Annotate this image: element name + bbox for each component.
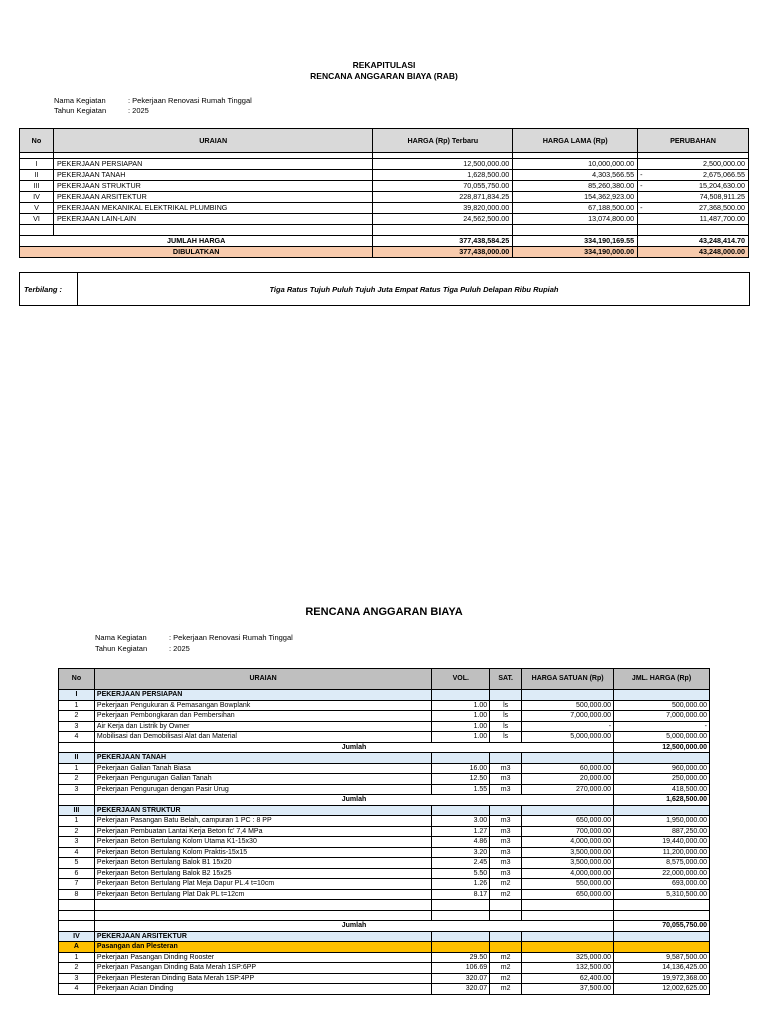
item-sat: m3 bbox=[490, 868, 522, 879]
section-empty-cell bbox=[432, 805, 490, 816]
item-row bbox=[59, 826, 710, 837]
empty-cell bbox=[522, 910, 614, 921]
item-harga-satuan: 650,000.00 bbox=[522, 889, 614, 900]
item-row bbox=[59, 847, 710, 858]
rab-tahun-kegiatan-value: : 2025 bbox=[169, 644, 190, 653]
item-harga-satuan: - bbox=[522, 721, 614, 732]
rekap-dibulatkan-row bbox=[20, 247, 749, 258]
rekap-row bbox=[20, 170, 749, 181]
section-empty-cell bbox=[432, 690, 490, 701]
jumlah-row bbox=[59, 742, 710, 753]
section-title: PEKERJAAN ARSITEKTUR bbox=[94, 931, 431, 942]
item-no: 6 bbox=[59, 868, 95, 879]
col-header-harga-lama: HARGA LAMA (Rp) bbox=[513, 129, 638, 153]
item-no: 2 bbox=[59, 711, 95, 722]
item-jml-harga: 887,250.00 bbox=[614, 826, 710, 837]
terbilang-value: Tiga Ratus Tujuh Puluh Tujuh Juta Empat Ratus Tiga Puluh Delapan Ribu Rupiah bbox=[269, 284, 559, 294]
item-no: 8 bbox=[59, 889, 95, 900]
item-row bbox=[59, 837, 710, 848]
item-vol: 2.45 bbox=[432, 858, 490, 869]
section-title: PEKERJAAN STRUKTUR bbox=[94, 805, 431, 816]
col-header-uraian: URAIAN bbox=[53, 129, 372, 153]
item-no: 3 bbox=[59, 837, 95, 848]
item-sat: ls bbox=[490, 732, 522, 743]
item-sat: m2 bbox=[490, 879, 522, 890]
rekap-perubahan-sign: - bbox=[640, 181, 643, 190]
item-harga-satuan: 132,500.00 bbox=[522, 963, 614, 974]
section-row bbox=[59, 753, 710, 764]
section-no: III bbox=[59, 805, 95, 816]
section-row bbox=[59, 931, 710, 942]
section-empty-cell bbox=[522, 753, 614, 764]
rekap-nama-kegiatan bbox=[54, 96, 252, 105]
rab-col-uraian: URAIAN bbox=[94, 669, 431, 690]
item-no: 3 bbox=[59, 721, 95, 732]
item-uraian: Air Kerja dan Listrik by Owner bbox=[94, 721, 431, 732]
item-vol: 8.17 bbox=[432, 889, 490, 900]
item-jml-harga: 500,000.00 bbox=[614, 700, 710, 711]
item-jml-harga: 418,500.00 bbox=[614, 784, 710, 795]
item-sat: m2 bbox=[490, 952, 522, 963]
section-no: IV bbox=[59, 931, 95, 942]
jumlah-empty bbox=[59, 921, 95, 932]
rab-col-vol: VOL. bbox=[432, 669, 490, 690]
item-uraian: Pekerjaan Beton Bertulang Balok B1 15x20 bbox=[94, 858, 431, 869]
empty-cell bbox=[490, 900, 522, 911]
item-jml-harga: 7,000,000.00 bbox=[614, 711, 710, 722]
item-uraian: Pekerjaan Pasangan Dinding Bata Merah 1SP:6PP bbox=[94, 963, 431, 974]
item-sat: ls bbox=[490, 700, 522, 711]
item-harga-satuan: 700,000.00 bbox=[522, 826, 614, 837]
item-row bbox=[59, 784, 710, 795]
rekap-row bbox=[20, 181, 749, 192]
item-uraian: Pekerjaan Galian Tanah Biasa bbox=[94, 763, 431, 774]
rekap-jumlah-baru: 377,438,584.25 bbox=[373, 236, 513, 247]
item-sat: m3 bbox=[490, 774, 522, 785]
empty-row bbox=[59, 910, 710, 921]
empty-cell bbox=[94, 900, 431, 911]
item-vol: 3.00 bbox=[432, 816, 490, 827]
rekap-uraian: PEKERJAAN TANAH bbox=[53, 170, 372, 181]
rekap-uraian: PEKERJAAN LAIN-LAIN bbox=[53, 214, 372, 225]
rekap-perubahan-value: 11,487,700.00 bbox=[699, 214, 745, 223]
item-harga-satuan: 5,000,000.00 bbox=[522, 732, 614, 743]
section-no: I bbox=[59, 690, 95, 701]
item-uraian: Pekerjaan Pengukuran & Pemasangan Bowplank bbox=[94, 700, 431, 711]
rekap-harga-baru: 228,871,834.25 bbox=[373, 192, 513, 203]
item-sat: m2 bbox=[490, 889, 522, 900]
rekap-header-row bbox=[20, 129, 749, 153]
item-jml-harga: 960,000.00 bbox=[614, 763, 710, 774]
item-sat: m3 bbox=[490, 837, 522, 848]
rab-col-harga-satuan: HARGA SATUAN (Rp) bbox=[522, 669, 614, 690]
item-no: 1 bbox=[59, 816, 95, 827]
item-no: 5 bbox=[59, 858, 95, 869]
rekap-harga-baru: 12,500,000.00 bbox=[373, 159, 513, 170]
rekap-perubahan-value: 74,508,911.25 bbox=[699, 192, 745, 201]
item-row bbox=[59, 858, 710, 869]
rekap-harga-baru: 1,628,500.00 bbox=[373, 170, 513, 181]
rekap-no: V bbox=[20, 203, 54, 214]
rab-col-no: No bbox=[59, 669, 95, 690]
item-uraian: Pekerjaan Beton Bertulang Kolom Utama K1-15x30 bbox=[94, 837, 431, 848]
nama-kegiatan-label: Nama Kegiatan bbox=[54, 96, 106, 105]
rekap-harga-lama: 85,260,380.00 bbox=[513, 181, 638, 192]
item-row bbox=[59, 963, 710, 974]
item-no: 2 bbox=[59, 826, 95, 837]
item-row bbox=[59, 868, 710, 879]
empty-cell bbox=[614, 900, 710, 911]
jumlah-value: 12,500,000.00 bbox=[614, 742, 710, 753]
rekap-jumlah-row bbox=[20, 236, 749, 247]
item-jml-harga: 1,950,000.00 bbox=[614, 816, 710, 827]
subsection-row bbox=[59, 942, 710, 953]
item-no: 3 bbox=[59, 784, 95, 795]
item-no: 1 bbox=[59, 952, 95, 963]
item-vol: 1.26 bbox=[432, 879, 490, 890]
rekap-uraian: PEKERJAAN MEKANIKAL ELEKTRIKAL PLUMBING bbox=[53, 203, 372, 214]
item-no: 7 bbox=[59, 879, 95, 890]
rab-col-jml-harga: JML. HARGA (Rp) bbox=[614, 669, 710, 690]
item-row bbox=[59, 952, 710, 963]
jumlah-row bbox=[59, 795, 710, 806]
item-uraian: Pekerjaan Beton Bertulang Plat Meja Dapur PL.4 t=10cm bbox=[94, 879, 431, 890]
item-jml-harga: 250,000.00 bbox=[614, 774, 710, 785]
rekap-dibulatkan-label: DIBULATKAN bbox=[20, 247, 373, 258]
rab-nama-kegiatan-label: Nama Kegiatan bbox=[95, 633, 147, 642]
rekap-perubahan-value: 2,500,000.00 bbox=[703, 159, 745, 168]
empty-cell bbox=[490, 910, 522, 921]
item-row bbox=[59, 711, 710, 722]
item-row bbox=[59, 732, 710, 743]
section-title: PEKERJAAN TANAH bbox=[94, 753, 431, 764]
section-empty-cell bbox=[432, 753, 490, 764]
item-jml-harga: 19,440,000.00 bbox=[614, 837, 710, 848]
item-sat: ls bbox=[490, 711, 522, 722]
section-empty-cell bbox=[522, 942, 614, 953]
rekap-blank-row bbox=[20, 225, 749, 236]
section-no: II bbox=[59, 753, 95, 764]
terbilang-box bbox=[19, 272, 750, 306]
item-jml-harga: 19,972,368.00 bbox=[614, 973, 710, 984]
rekap-jumlah-ubah: 43,248,414.70 bbox=[638, 236, 749, 247]
empty-cell bbox=[432, 900, 490, 911]
item-no: 2 bbox=[59, 774, 95, 785]
section-empty-cell bbox=[614, 690, 710, 701]
item-jml-harga: - bbox=[614, 721, 710, 732]
item-uraian: Pekerjaan Acian Dinding bbox=[94, 984, 431, 995]
empty-cell bbox=[614, 910, 710, 921]
item-uraian: Pekerjaan Beton Bertulang Kolom Praktis-15x15 bbox=[94, 847, 431, 858]
item-vol: 1.00 bbox=[432, 711, 490, 722]
section-empty-cell bbox=[614, 805, 710, 816]
item-no: 4 bbox=[59, 847, 95, 858]
item-sat: ls bbox=[490, 721, 522, 732]
rekap-uraian: PEKERJAAN ARSITEKTUR bbox=[53, 192, 372, 203]
jumlah-label: Jumlah bbox=[94, 742, 613, 753]
section-empty-cell bbox=[432, 942, 490, 953]
item-jml-harga: 12,002,625.00 bbox=[614, 984, 710, 995]
jumlah-empty bbox=[59, 742, 95, 753]
rekap-uraian: PEKERJAAN PERSIAPAN bbox=[53, 159, 372, 170]
rab-tahun-kegiatan-label: Tahun Kegiatan bbox=[95, 644, 148, 653]
item-uraian: Pekerjaan Plesteran Dinding Bata Merah 1SP:4PP bbox=[94, 973, 431, 984]
rekap-row bbox=[20, 203, 749, 214]
item-harga-satuan: 550,000.00 bbox=[522, 879, 614, 890]
item-vol: 106.69 bbox=[432, 963, 490, 974]
item-uraian: Pekerjaan Pasangan Batu Belah, campuran 1 PC : 8 PP bbox=[94, 816, 431, 827]
rekap-no: II bbox=[20, 170, 54, 181]
item-sat: m3 bbox=[490, 763, 522, 774]
section-empty-cell bbox=[490, 753, 522, 764]
item-no: 2 bbox=[59, 963, 95, 974]
item-uraian: Pekerjaan Pembongkaran dan Pembersihan bbox=[94, 711, 431, 722]
rab-nama-kegiatan-value: : Pekerjaan Renovasi Rumah Tinggal bbox=[169, 633, 293, 642]
rekap-harga-baru: 24,562,500.00 bbox=[373, 214, 513, 225]
item-harga-satuan: 500,000.00 bbox=[522, 700, 614, 711]
rekap-table bbox=[19, 128, 749, 258]
empty-cell bbox=[59, 910, 95, 921]
item-row bbox=[59, 973, 710, 984]
item-sat: m2 bbox=[490, 984, 522, 995]
section-empty-cell bbox=[614, 942, 710, 953]
rekap-perubahan bbox=[638, 214, 749, 225]
rekap-harga-lama: 4,303,566.55 bbox=[513, 170, 638, 181]
rekap-no: III bbox=[20, 181, 54, 192]
empty-cell bbox=[432, 910, 490, 921]
rekap-perubahan bbox=[638, 170, 749, 181]
item-jml-harga: 693,000.00 bbox=[614, 879, 710, 890]
item-row bbox=[59, 816, 710, 827]
item-no: 4 bbox=[59, 732, 95, 743]
item-uraian: Pekerjaan Pengurugan Galian Tanah bbox=[94, 774, 431, 785]
empty-cell bbox=[59, 900, 95, 911]
item-harga-satuan: 37,500.00 bbox=[522, 984, 614, 995]
jumlah-row bbox=[59, 921, 710, 932]
rab-col-sat: SAT. bbox=[490, 669, 522, 690]
section-empty-cell bbox=[522, 805, 614, 816]
item-vol: 1.00 bbox=[432, 700, 490, 711]
item-harga-satuan: 4,000,000.00 bbox=[522, 837, 614, 848]
item-sat: m2 bbox=[490, 973, 522, 984]
rekap-perubahan-sign: - bbox=[640, 170, 643, 179]
rekap-harga-baru: 70,055,750.00 bbox=[373, 181, 513, 192]
nama-kegiatan-value: : Pekerjaan Renovasi Rumah Tinggal bbox=[128, 96, 252, 105]
section-empty-cell bbox=[522, 690, 614, 701]
rekap-jumlah-label: JUMLAH HARGA bbox=[20, 236, 373, 247]
section-empty-cell bbox=[490, 690, 522, 701]
item-uraian: Pekerjaan Beton Bertulang Balok B2 15x25 bbox=[94, 868, 431, 879]
item-vol: 1.55 bbox=[432, 784, 490, 795]
rekap-perubahan bbox=[638, 192, 749, 203]
rekap-perubahan-sign: - bbox=[640, 203, 643, 212]
section-empty-cell bbox=[490, 805, 522, 816]
item-harga-satuan: 270,000.00 bbox=[522, 784, 614, 795]
item-vol: 3.20 bbox=[432, 847, 490, 858]
rekap-perubahan-value: 2,675,066.55 bbox=[703, 170, 745, 179]
item-sat: m3 bbox=[490, 816, 522, 827]
rab-tahun-kegiatan bbox=[95, 644, 190, 653]
item-sat: m2 bbox=[490, 963, 522, 974]
section-empty-cell bbox=[490, 931, 522, 942]
rab-nama-kegiatan bbox=[95, 633, 293, 642]
empty-row bbox=[59, 900, 710, 911]
item-uraian: Pekerjaan Pasangan Dinding Rooster bbox=[94, 952, 431, 963]
item-harga-satuan: 3,500,000.00 bbox=[522, 858, 614, 869]
item-harga-satuan: 60,000.00 bbox=[522, 763, 614, 774]
rekap-no: I bbox=[20, 159, 54, 170]
item-uraian: Pekerjaan Pengurugan dengan Pasir Urug bbox=[94, 784, 431, 795]
item-no: 4 bbox=[59, 984, 95, 995]
col-header-harga-baru: HARGA (Rp) Terbaru bbox=[373, 129, 513, 153]
jumlah-label: Jumlah bbox=[94, 921, 613, 932]
item-row bbox=[59, 763, 710, 774]
item-no: 1 bbox=[59, 700, 95, 711]
rekap-dib-ubah: 43,248,000.00 bbox=[638, 247, 749, 258]
rekap-no: IV bbox=[20, 192, 54, 203]
item-no: 1 bbox=[59, 763, 95, 774]
item-row bbox=[59, 700, 710, 711]
tahun-kegiatan-label: Tahun Kegiatan bbox=[54, 106, 107, 115]
item-row bbox=[59, 879, 710, 890]
tahun-kegiatan-value: : 2025 bbox=[128, 106, 149, 115]
section-title: PEKERJAAN PERSIAPAN bbox=[94, 690, 431, 701]
section-empty-cell bbox=[522, 931, 614, 942]
item-jml-harga: 5,310,500.00 bbox=[614, 889, 710, 900]
rekap-row bbox=[20, 192, 749, 203]
item-no: 3 bbox=[59, 973, 95, 984]
empty-cell bbox=[522, 900, 614, 911]
rekap-jumlah-lama: 334,190,169.55 bbox=[513, 236, 638, 247]
rekap-harga-baru: 39,820,000.00 bbox=[373, 203, 513, 214]
jumlah-label: Jumlah bbox=[94, 795, 613, 806]
item-harga-satuan: 7,000,000.00 bbox=[522, 711, 614, 722]
section-empty-cell bbox=[614, 931, 710, 942]
section-row bbox=[59, 690, 710, 701]
rekap-no: VI bbox=[20, 214, 54, 225]
rekap-perubahan-value: 15,204,630.00 bbox=[699, 181, 745, 190]
item-harga-satuan: 20,000.00 bbox=[522, 774, 614, 785]
item-jml-harga: 14,136,425.00 bbox=[614, 963, 710, 974]
item-row bbox=[59, 721, 710, 732]
item-vol: 16.00 bbox=[432, 763, 490, 774]
item-jml-harga: 22,000,000.00 bbox=[614, 868, 710, 879]
item-sat: m3 bbox=[490, 826, 522, 837]
item-harga-satuan: 4,000,000.00 bbox=[522, 868, 614, 879]
item-uraian: Pekerjaan Beton Bertulang Plat Dak PL t=12cm bbox=[94, 889, 431, 900]
rekap-row bbox=[20, 214, 749, 225]
item-vol: 1.00 bbox=[432, 721, 490, 732]
jumlah-value: 70,055,750.00 bbox=[614, 921, 710, 932]
jumlah-empty bbox=[59, 795, 95, 806]
item-jml-harga: 5,000,000.00 bbox=[614, 732, 710, 743]
jumlah-value: 1,628,500.00 bbox=[614, 795, 710, 806]
item-harga-satuan: 3,500,000.00 bbox=[522, 847, 614, 858]
col-header-no: No bbox=[20, 129, 54, 153]
rekap-perubahan bbox=[638, 181, 749, 192]
rab-header-row bbox=[59, 669, 710, 690]
rekap-uraian: PEKERJAAN STRUKTUR bbox=[53, 181, 372, 192]
item-vol: 12.50 bbox=[432, 774, 490, 785]
item-vol: 29.50 bbox=[432, 952, 490, 963]
rekap-tahun-kegiatan bbox=[54, 106, 149, 115]
item-jml-harga: 8,575,000.00 bbox=[614, 858, 710, 869]
section-row bbox=[59, 805, 710, 816]
rekap-dib-lama: 334,190,000.00 bbox=[513, 247, 638, 258]
rekap-harga-lama: 10,000,000.00 bbox=[513, 159, 638, 170]
rekap-dib-baru: 377,438,000.00 bbox=[373, 247, 513, 258]
item-jml-harga: 9,587,500.00 bbox=[614, 952, 710, 963]
section-no: A bbox=[59, 942, 95, 953]
rekap-perubahan bbox=[638, 203, 749, 214]
item-harga-satuan: 650,000.00 bbox=[522, 816, 614, 827]
terbilang-label: Terbilang : bbox=[20, 273, 78, 305]
section-empty-cell bbox=[490, 942, 522, 953]
item-uraian: Mobilisasi dan Demobilisasi Alat dan Material bbox=[94, 732, 431, 743]
item-vol: 320.07 bbox=[432, 973, 490, 984]
col-header-perubahan: PERUBAHAN bbox=[638, 129, 749, 153]
rekap-perubahan bbox=[638, 159, 749, 170]
item-sat: m3 bbox=[490, 858, 522, 869]
rekap-harga-lama: 13,074,800.00 bbox=[513, 214, 638, 225]
rab-table bbox=[58, 668, 710, 995]
item-uraian: Pekerjaan Pembuatan Lantai Kerja Beton fc' 7,4 MPa bbox=[94, 826, 431, 837]
rekap-row bbox=[20, 159, 749, 170]
item-vol: 4.86 bbox=[432, 837, 490, 848]
item-jml-harga: 11,200,000.00 bbox=[614, 847, 710, 858]
section-empty-cell bbox=[432, 931, 490, 942]
rekap-perubahan-value: 27,368,500.00 bbox=[699, 203, 745, 212]
item-harga-satuan: 325,000.00 bbox=[522, 952, 614, 963]
item-vol: 5.50 bbox=[432, 868, 490, 879]
item-row bbox=[59, 774, 710, 785]
item-row bbox=[59, 984, 710, 995]
item-sat: m3 bbox=[490, 784, 522, 795]
rab-heading: RENCANA ANGGARAN BIAYA bbox=[305, 606, 463, 618]
rekap-heading-1: REKAPITULASI bbox=[352, 60, 416, 70]
item-vol: 320.07 bbox=[432, 984, 490, 995]
item-vol: 1.27 bbox=[432, 826, 490, 837]
section-empty-cell bbox=[614, 753, 710, 764]
item-vol: 1.00 bbox=[432, 732, 490, 743]
rekap-harga-lama: 154,362,923.00 bbox=[513, 192, 638, 203]
rekap-heading-2: RENCANA ANGGARAN BIAYA (RAB) bbox=[310, 71, 458, 81]
empty-cell bbox=[94, 910, 431, 921]
section-title: Pasangan dan Plesteran bbox=[94, 942, 431, 953]
rekap-harga-lama: 67,188,500.00 bbox=[513, 203, 638, 214]
item-harga-satuan: 62,400.00 bbox=[522, 973, 614, 984]
item-row bbox=[59, 889, 710, 900]
item-sat: m3 bbox=[490, 847, 522, 858]
